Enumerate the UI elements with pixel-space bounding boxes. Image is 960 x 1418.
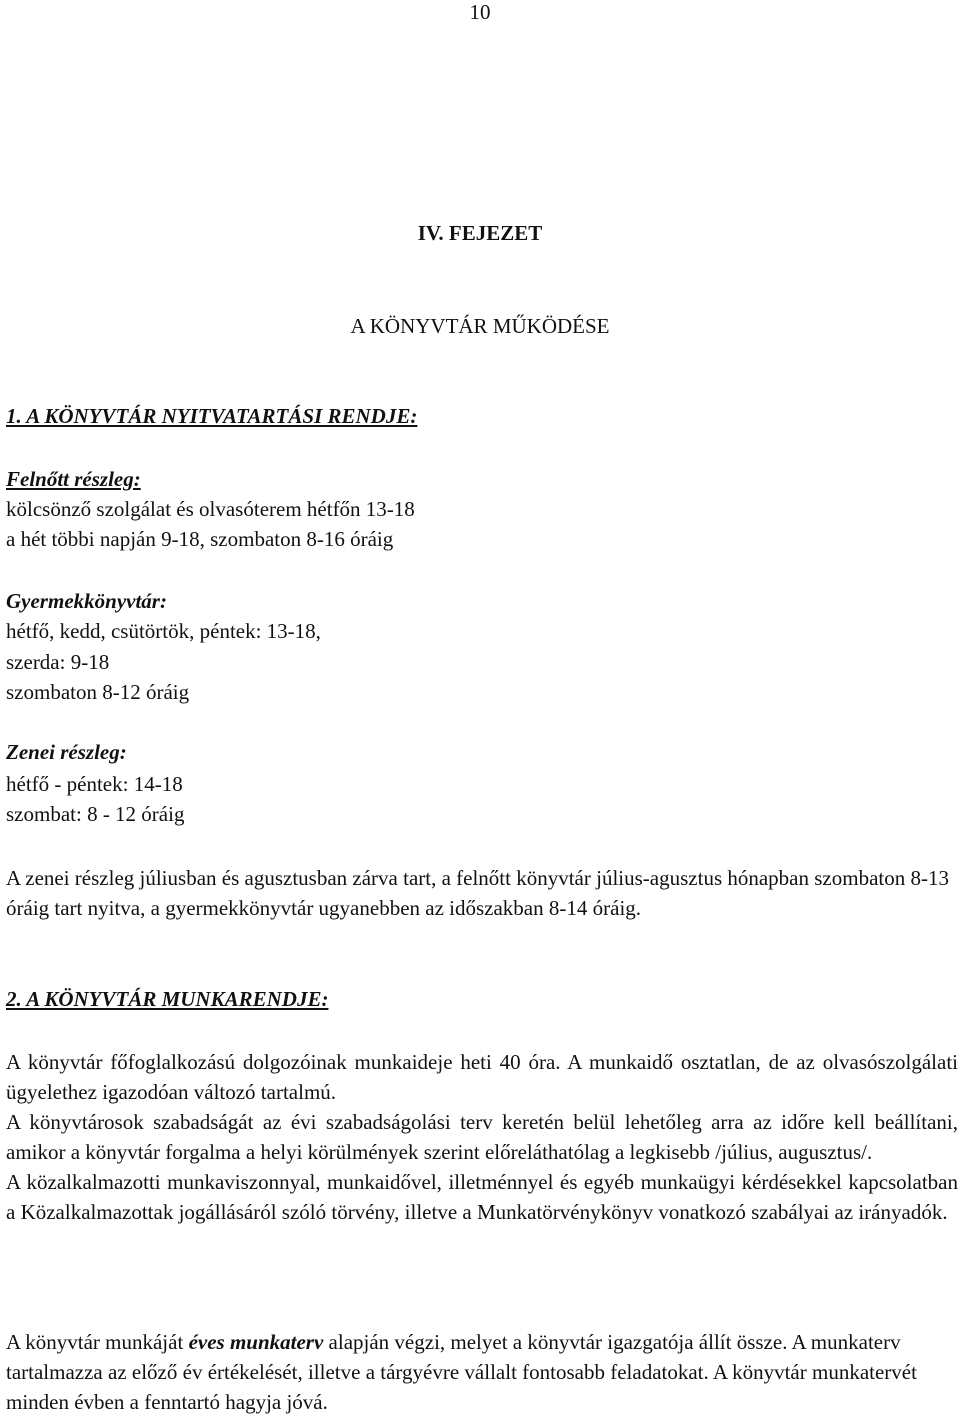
adult-hours-line: a hét többi napján 9-18, szombaton 8-16 óráig bbox=[6, 527, 394, 551]
chapter-title: A KÖNYVTÁR MŰKÖDÉSE bbox=[350, 314, 610, 338]
children-hours-line: szombaton 8-12 óráig bbox=[6, 680, 190, 704]
work-hours-paragraph: A könyvtár főfoglalkozású dolgozóinak munkaideje heti 40 óra. A munkaidő osztatlan, de az olvasószolgálati ügyelethez igazodóan változó tartalmú. bbox=[6, 1050, 958, 1104]
work-plan-text-after: alapján végzi, melyet a könyvtár igazgatója állít össze. A munkaterv tartalmazza az előző év értékelését, illetve a tárgyévre vállalt fontosabb feladatokat. A könyvtár munkatervét minden évben a fenntartó hagyja jóvá. bbox=[6, 1330, 917, 1414]
work-plan-emphasis: éves munkaterv bbox=[188, 1330, 324, 1354]
vacation-paragraph: A könyvtárosok szabadságát az évi szabadságolási terv keretén belül lehetőleg arra az időre kell beállítani, amikor a könyvtár forgalma a helyi körülmények szerint előreláthatólag a legkisebb /július, augusztus/. bbox=[6, 1110, 958, 1164]
employment-law-paragraph: A közalkalmazotti munkaviszonnyal, munkaidővel, illetménnyel és egyéb munkaügyi kérdésekkel kapcsolatban a Közalkalmazottak jogállásáról szóló törvény, illetve a Munkatörvénykönyv vonatkozó szabályai az irányadók. bbox=[6, 1170, 958, 1224]
section1-heading: 1. A KÖNYVTÁR NYITVATARTÁSI RENDJE: bbox=[6, 404, 418, 428]
summer-hours-text: A zenei részleg júliusban és agusztusban zárva tart, a felnőtt könyvtár július-agusztus hónapban szombaton 8-13 óráig tart nyitva, a gyermekkönyvtár ugyanebben az időszakban 8-14 óráig. bbox=[6, 866, 949, 920]
page-number: 10 bbox=[469, 0, 491, 24]
children-hours-line: hétfő, kedd, csütörtök, péntek: 13-18, bbox=[6, 619, 321, 643]
music-section-title: Zenei részleg: bbox=[6, 740, 127, 764]
music-hours-line: hétfő - péntek: 14-18 bbox=[6, 772, 183, 796]
music-hours-line: szombat: 8 - 12 óráig bbox=[6, 802, 185, 826]
work-plan-text-before: A könyvtár munkáját bbox=[6, 1330, 189, 1354]
section2-heading: 2. A KÖNYVTÁR MUNKARENDJE: bbox=[6, 987, 329, 1011]
work-schedule-block bbox=[6, 1047, 958, 1227]
children-section-title: Gyermekkönyvtár: bbox=[6, 589, 167, 613]
children-hours-line: szerda: 9-18 bbox=[6, 650, 110, 674]
adult-section-title: Felnőtt részleg: bbox=[6, 467, 141, 491]
work-plan-paragraph bbox=[6, 1327, 958, 1417]
summer-hours-paragraph bbox=[6, 863, 958, 923]
chapter-heading: IV. FEJEZET bbox=[417, 221, 543, 245]
adult-hours-line: kölcsönző szolgálat és olvasóterem hétfőn 13-18 bbox=[6, 497, 415, 521]
